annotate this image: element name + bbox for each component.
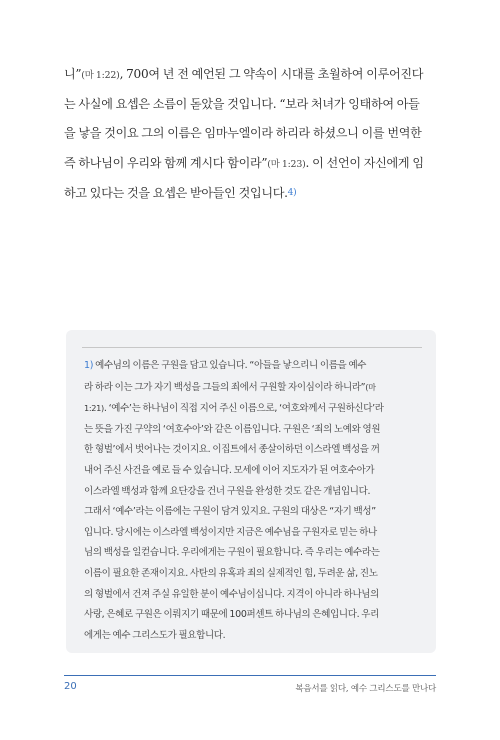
footer-divider — [64, 675, 436, 676]
footnote-line: 이름이 필요한 존재이지요. 사탄의 유혹과 죄의 실제적인 힘, 두려운 삶, 진노 — [84, 567, 378, 579]
running-title: 복음서를 읽다, 예수 그리스도를 만나다 — [295, 684, 436, 694]
body-line — [64, 60, 436, 90]
body-text-segment: , 700여 년 전 예언된 그 약속이 시대를 초월하여 이루어진다 — [119, 67, 424, 81]
footnote-text-segment: 라 하라 이는 그가 자기 백성을 그들의 죄에서 구원할 자이심이라 하니라” — [84, 381, 366, 393]
footnote-line: 님의 백성을 일컫습니다. 우리에게는 구원이 필요합니다. 즉 우리는 예수라는 — [84, 547, 380, 559]
footnote-reference[interactable]: 4) — [287, 187, 297, 198]
scripture-reference: (마 — [365, 381, 376, 392]
footnote-line: 의 형벌에서 건져 주실 유일한 분이 예수님이십니다. 지격이 아니라 하나님의 — [84, 588, 379, 600]
footnote-line: 사랑, 은혜로 구원은 이뤄지기 때문에 100퍼센트 하나님의 은혜입니다. 우리 — [84, 609, 379, 621]
footnote-line: 그래서 ‘예수’라는 이름에는 구원이 담겨 있지요. 구원의 대상은 “자기 백성” — [84, 506, 376, 518]
scripture-reference: 1:21) — [84, 403, 104, 414]
body-text-segment: . 이 선언이 자신에게 임 — [305, 155, 424, 170]
body-line — [64, 179, 436, 208]
footnote-line — [84, 377, 424, 399]
page-number: 20 — [64, 681, 77, 692]
footnote-line — [84, 398, 424, 420]
footnote-number: 1) — [84, 360, 94, 371]
body-text-segment: 는 사실에 요셉은 소름이 돋았을 것입니다. “보라 처녀가 잉태하여 아들 — [64, 97, 420, 112]
body-text-segment: 즉 하나님이 우리와 함께 계시다 함이라” — [64, 155, 268, 170]
footnote-text-segment: . ‘예수’는 하나님이 직접 지어 주신 이름으로, ‘여호와께서 구원하신다’라 — [103, 403, 384, 415]
footnote-line: 는 뜻을 가진 구약의 ‘여호수아’와 같은 이름입니다. 구원은 ‘죄의 노예와 영원 — [84, 423, 381, 435]
footnote-line: 내어 주신 사건을 예로 들 수 있습니다. 모세에 이어 지도자가 된 여호수아가 — [84, 464, 375, 476]
footnote-divider — [82, 347, 422, 348]
body-line — [64, 90, 436, 119]
main-body-text — [64, 60, 436, 208]
footnote-line: 한 형벌’에서 벗어나는 것이지요. 이집트에서 종살이하던 이스라엘 백성을 꺼 — [84, 444, 380, 456]
scripture-reference: (마 1:22) — [81, 70, 120, 81]
footnote-line: 이스라엘 백성과 함께 요단강을 건너 구원을 완성한 것도 같은 개념입니다. — [84, 485, 371, 497]
body-line — [64, 119, 436, 148]
scripture-reference: (마 1:23) — [267, 158, 306, 170]
body-text-segment: 하고 있다는 것을 요셉은 받아들인 것입니다. — [64, 185, 288, 200]
footnote-line: 에게는 예수 그리스도가 필요합니다. — [84, 629, 226, 641]
footnote-box — [66, 330, 436, 653]
body-text-segment: 을 낳을 것이요 그의 이름은 임마누엘이라 하리라 하셨으니 이를 번역한 — [64, 126, 422, 141]
footnote-line: 입니다. 당시에는 이스라엘 백성이지만 지금은 예수님을 구원자로 믿는 하나 — [84, 526, 377, 538]
footnote-text-segment: 예수님의 이름은 구원을 담고 있습니다. “아들을 낳으리니 이름을 예수 — [95, 360, 367, 371]
footnote-line — [84, 356, 424, 377]
body-text-segment: 니” — [64, 67, 82, 81]
body-line — [64, 149, 436, 179]
footnote-text — [84, 356, 424, 646]
